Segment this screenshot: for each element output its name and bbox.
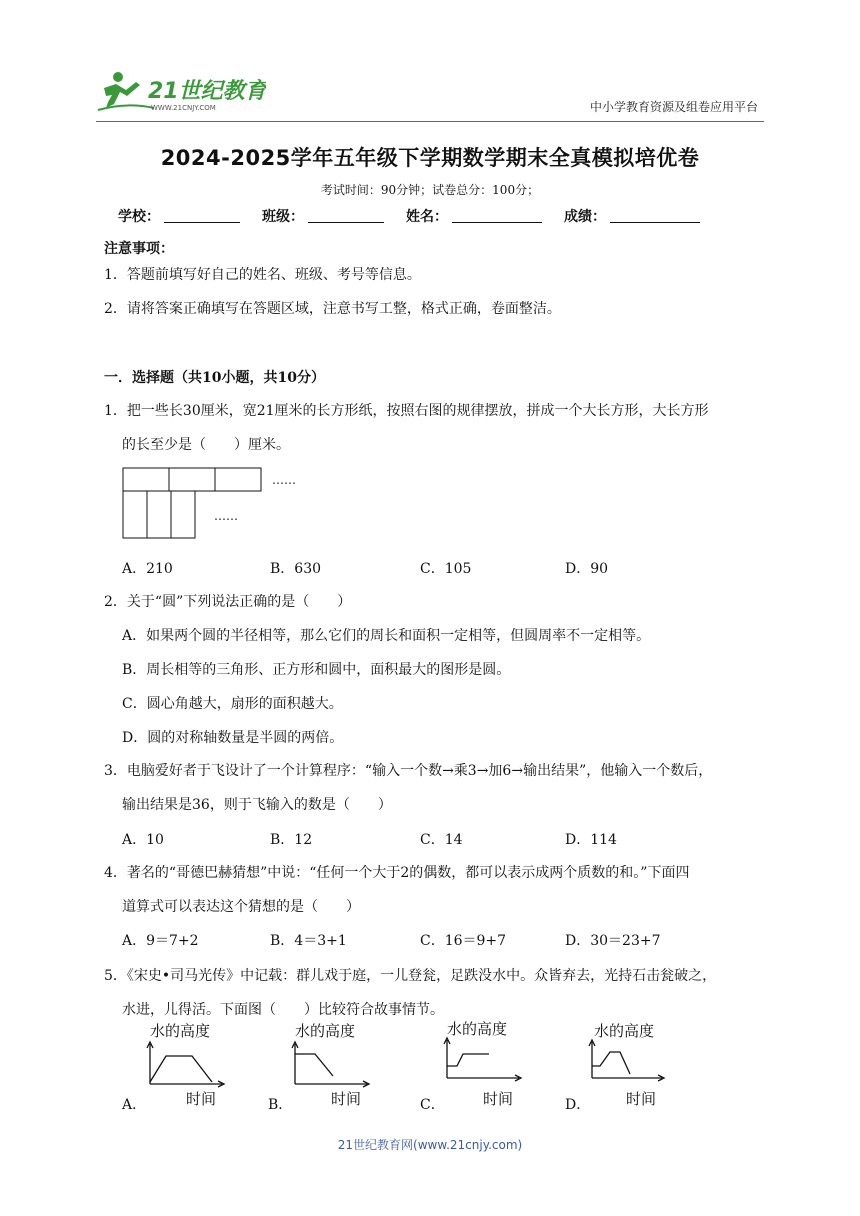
logo-text: 21世纪教育 [148,79,266,104]
option-d[interactable]: D．114 [565,832,617,848]
option-d[interactable]: D．90 [565,561,609,577]
option-d[interactable]: D．圆的对称轴数量是半圆的两倍。 [122,730,344,746]
option-d[interactable]: D．30＝23+7 [565,933,661,949]
exam-meta: 考试时间：90分钟；试卷总分：100分； [320,183,540,197]
question-5-text: 水进，儿得活。下面图（ ）比较符合故事情节。 [122,1002,444,1018]
platform-name: 中小学教育资源及组卷应用平台 [589,100,758,114]
question-1-text: 1．把一些长30厘米，宽21厘米的长方形纸，按照右图的规律摆放，拼成一个大长方形，大长方形 [104,403,709,419]
question-3-text: 3．电脑爱好者于飞设计了一个计算程序：“输入一个数→乘3→加6→输出结果”，他输入一个数后， [104,763,713,779]
option-b[interactable]: B．12 [270,832,313,848]
rectangle-pattern-figure [122,467,312,541]
site-logo [96,68,266,114]
notice-item: 2．请将答案正确填写在答题区域，注意书写工整，格式正确，卷面整洁。 [104,301,561,317]
graph-c[interactable] [437,1018,537,1110]
score-label: 成绩： [564,209,606,225]
class-label: 班级： [262,209,304,225]
school-label: 学校： [118,209,160,225]
option-a[interactable]: A．9＝7+2 [122,933,199,949]
option-b[interactable]: B．630 [270,561,322,577]
logo-subtext: WWW.21CNJY.COM [151,104,216,112]
x-axis-label: 时间 [483,1090,514,1108]
runner-logo-icon [96,68,266,114]
option-c[interactable]: C． [420,1097,445,1113]
x-axis-label: 时间 [626,1090,657,1108]
x-axis-label: 时间 [331,1090,362,1108]
student-info-fields [118,206,722,226]
y-axis-label: 水的高度 [594,1022,655,1040]
option-a[interactable]: A．如果两个圆的半径相等，那么它们的周长和面积一定相等，但圆周率不一定相等。 [122,628,651,644]
option-d[interactable]: D． [565,1097,591,1113]
y-axis-label: 水的高度 [150,1022,211,1040]
question-4-text: 道算式可以表达这个猜想的是（ ） [122,899,360,915]
option-a[interactable]: A． [122,1097,147,1113]
y-axis-label: 水的高度 [447,1020,508,1038]
page-title: 2024-2025学年五年级下学期数学期末全真模拟培优卷 [160,146,700,170]
header-divider [96,121,764,122]
name-label: 姓名： [406,209,448,225]
question-2-text: 2．关于“圆”下列说法正确的是（ ） [104,594,352,610]
ellipsis-row-1: …… [272,473,296,487]
option-c[interactable]: C．105 [420,561,472,577]
question-5-text: 5．《宋史•司马光传》中记载：群儿戏于庭，一儿登瓮，足跌没水中。众皆弃去，光持石击瓮破之， [104,968,717,984]
school-blank[interactable] [164,206,240,223]
score-blank[interactable] [610,206,700,223]
option-b[interactable]: B． [268,1097,293,1113]
y-axis-label: 水的高度 [295,1022,356,1040]
section-heading: 一．选择题（共10小题，共10分） [104,370,325,386]
question-1-text: 的长至少是（ ）厘米。 [122,437,290,453]
option-c[interactable]: C．16＝9+7 [420,933,507,949]
option-a[interactable]: A．210 [122,561,173,577]
graph-d[interactable] [582,1020,682,1112]
ellipsis-row-2: …… [214,509,238,523]
graph-b[interactable] [285,1020,385,1112]
option-a[interactable]: A．10 [122,832,164,848]
x-axis-label: 时间 [186,1090,217,1108]
notice-heading: 注意事项： [104,241,174,257]
name-blank[interactable] [452,206,542,223]
footer-link[interactable]: 21世纪教育网(www.21cnjy.com) [337,1138,523,1152]
graph-a[interactable] [140,1018,240,1110]
class-blank[interactable] [308,206,384,223]
option-b[interactable]: B．4＝3+1 [270,933,347,949]
option-b[interactable]: B．周长相等的三角形、正方形和圆中，面积最大的图形是圆。 [122,662,511,678]
option-c[interactable]: C．14 [420,832,463,848]
option-c[interactable]: C．圆心角越大，扇形的面积越大。 [122,696,343,712]
question-3-text: 输出结果是36，则于飞输入的数是（ ） [122,797,392,813]
question-4-text: 4．著名的“哥德巴赫猜想”中说：“任何一个大于2的偶数，都可以表示成两个质数的和。”下面四 [104,865,690,881]
notice-item: 1．答题前填写好自己的姓名、班级、考号等信息。 [104,267,421,283]
